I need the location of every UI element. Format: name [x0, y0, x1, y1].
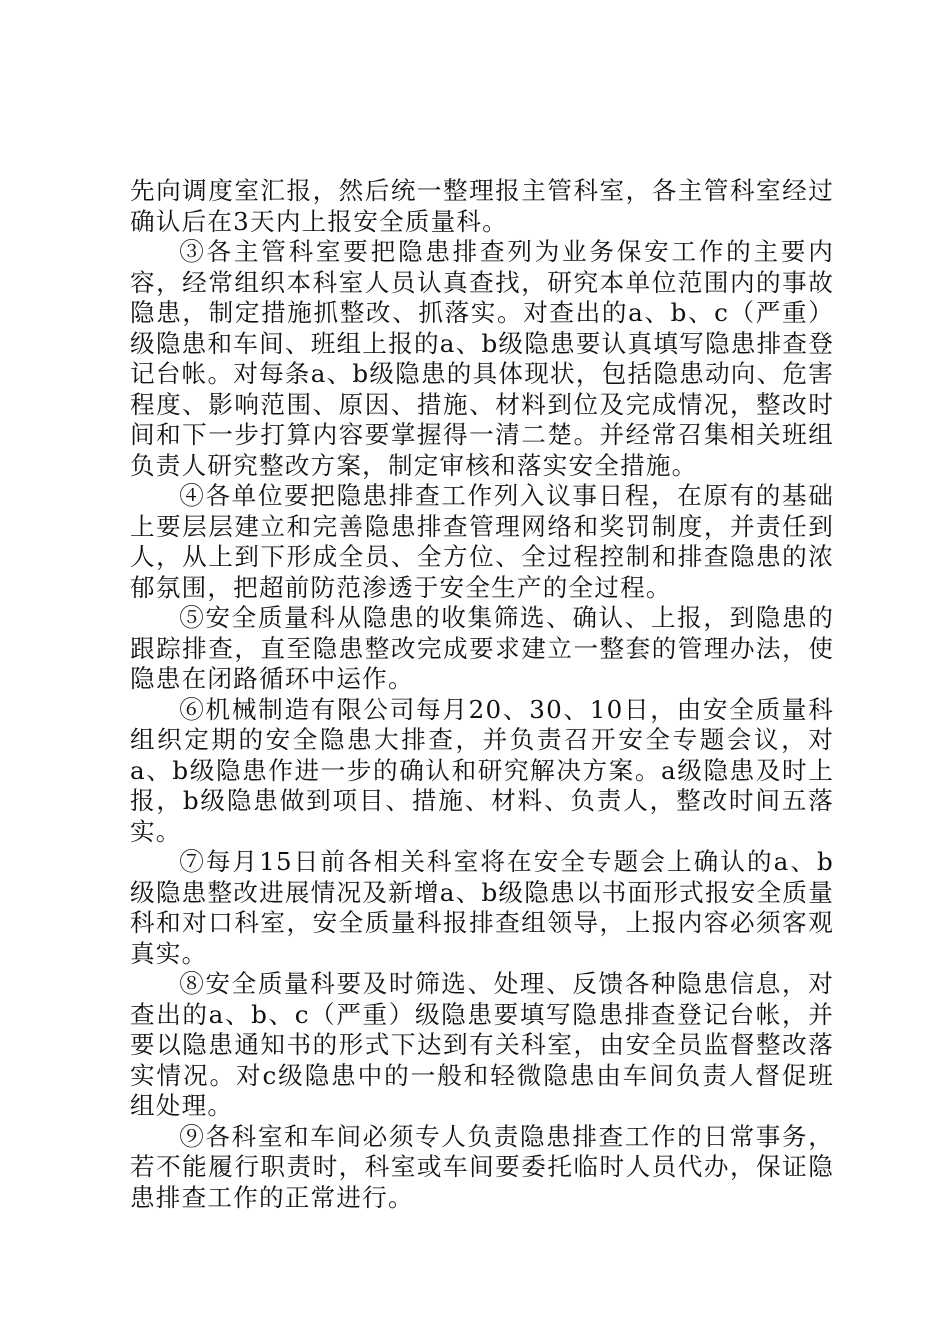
paragraph-2: ③各主管科室要把隐患排查列为业务保安工作的主要内容，经常组织本科室人员认真查找，研究本单位范围内的事故隐患，制定措施抓整改、抓落实。对查出的a、b、c（严重）级隐患和车间、班组上报的a、b级隐患要认真填写隐患排查登记台帐。对每条a、b级隐患的具体现状，包括隐患动向、危害程度、影响范围、原因、措施、材料到位及完成情况，整改时间和下一步打算内容要掌握得一清二楚。并经常召集相关班组负责人研究整改方案，制定审核和落实安全措施。 — [130, 237, 834, 480]
paragraph-6: ⑦每月15日前各相关科室将在安全专题会上确认的a、b级隐患整改进展情况及新增a、b级隐患以书面形式报安全质量科和对口科室，安全质量科报排查组领导，上报内容必须客观真实。 — [130, 847, 834, 968]
paragraph-4: ⑤安全质量科从隐患的收集筛选、确认、上报，到隐患的跟踪排查，直至隐患整改完成要求建立一整套的管理办法，使隐患在闭路循环中运作。 — [130, 603, 834, 693]
paragraph-5: ⑥机械制造有限公司每月20、30、10日，由安全质量科组织定期的安全隐患大排查，并负责召开安全专题会议，对a、b级隐患作进一步的确认和研究解决方案。a级隐患及时上报，b级隐患做到项目、措施、材料、负责人，整改时间五落实。 — [130, 694, 834, 846]
document-page — [130, 176, 834, 1213]
paragraph-8: ⑨各科室和车间必须专人负责隐患排查工作的日常事务，若不能履行职责时，科室或车间要委托临时人员代办，保证隐患排查工作的正常进行。 — [130, 1121, 834, 1212]
paragraph-7: ⑧安全质量科要及时筛选、处理、反馈各种隐患信息，对查出的a、b、c（严重）级隐患要填写隐患排查登记台帐，并要以隐患通知书的形式下达到有关科室，由安全员监督整改落实情况。对c级隐患中的一般和轻微隐患由车间负责人督促班组处理。 — [130, 969, 834, 1120]
paragraph-1: 先向调度室汇报，然后统一整理报主管科室，各主管科室经过确认后在3天内上报安全质量科。 — [130, 176, 834, 236]
paragraph-3: ④各单位要把隐患排查工作列入议事日程，在原有的基础上要层层建立和完善隐患排查管理网络和奖罚制度，并责任到人，从上到下形成全员、全方位、全过程控制和排查隐患的浓郁氛围，把超前防范渗透于安全生产的全过程。 — [130, 481, 834, 602]
